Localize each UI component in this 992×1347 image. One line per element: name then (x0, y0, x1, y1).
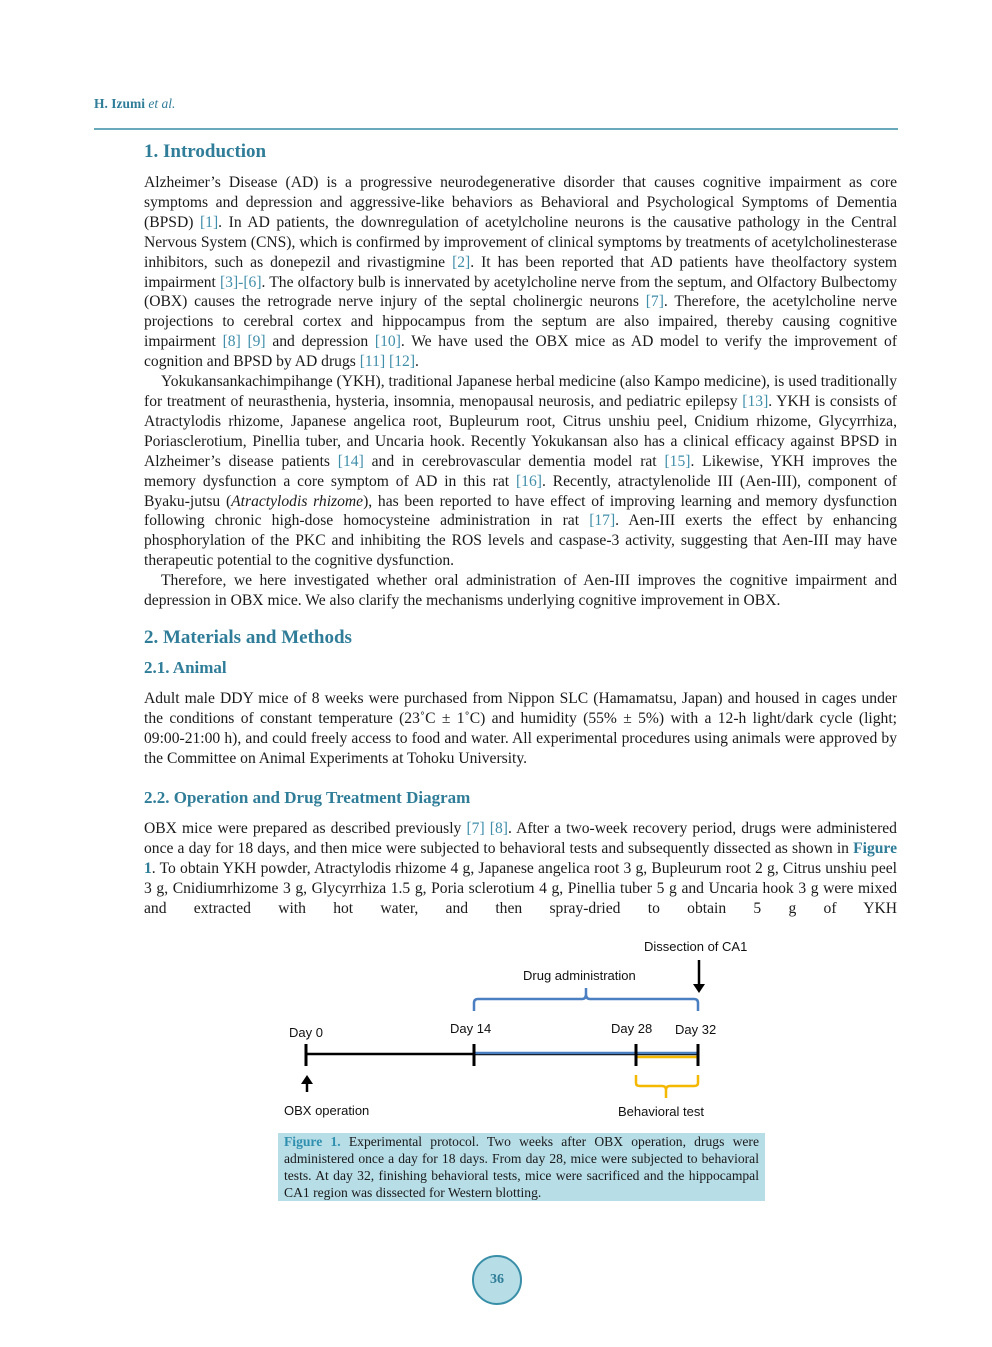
italic-text: Atractylodis rhizome (231, 492, 364, 510)
drug-bracket (474, 988, 698, 1011)
label-dissection: Dissection of CA1 (644, 939, 748, 954)
text-run: . Therefore, the acetylcholine nerve projections to cerebral cortex and hippocampus from the septum are also impaired, thereby causing cognitive impairment (144, 293, 898, 351)
behavioral-bracket (636, 1075, 698, 1098)
citation-link[interactable]: [2] (452, 253, 471, 271)
text-run: . Aen-III exerts the effect by enhancing phosphorylation of the PKC and inhibiting the ROS levels and caspase-3 activity, suggesting that Aen-III may have therapeutic potential to the cognitive dysfunction. (144, 512, 897, 570)
author: H. Izumi (94, 96, 146, 111)
text-run: . To obtain YKH powder, Atractylodis rhizome 4 g, Japanese angelica root 3 g, Bupleurum root 2 g, Citrus unshiu peel 3 g, Cnidiumrhizome 3 g, Glycyrrhiza 1.5 g, Poria sclerotium 4 g, Pinellia tuber 5 g and Uncaria hook 3 g were mixed and extracted with hot water, and then spray-dried to obtain 5 g of YKH (144, 859, 897, 917)
label-day0: Day 0 (289, 1025, 323, 1040)
text-run: OBX mice were prepared as described previously (144, 820, 467, 837)
text-run: . YKH is consists of Atractylodis rhizome, Japanese angelica root, Bupleurum root, Citrus unshiu peel, Cnidium rhizome, Glycyrrhiza, Poriasclerotium, Pinellia tuber, and Uncaria hook. Recently Yokukansan also has a clinical efficacy against BPSD in Alzheimer’s disease patients (144, 392, 897, 470)
citation-link[interactable]: [3]-[6] (219, 273, 262, 291)
text-run: Adult male DDY mice of 8 weeks were purchased from Nippon SLC (Hamamatsu, Japan) and housed in cages under the conditions of constant temperature (23˚C ± 1˚C) and humidity (55% ± 5%) with a 12-h light/dark cycle (light; 09:00-21:00 h), and could freely access to food and water. All experimental procedures using animals were approved by the Committee on Animal Experiments at Tohoku University. (144, 690, 897, 767)
figure-label: Figure 1. (284, 1134, 341, 1149)
caption-text: Experimental protocol. Two weeks after OBX operation, drugs were administered once a day for 18 days. From day 28, mice were subjected to behavioral tests. At day 32, finishing behavioral tests, mice were sacrificed and the hippocampal CA1 region was dissected for Western blotting. (284, 1134, 759, 1200)
citation-link[interactable]: [17] (589, 512, 616, 530)
text-run: . (415, 353, 419, 371)
text-run: ), has been reported to have effect of improving learning and memory dysfunction following chronic high-dose homocysteine administration in rat (144, 492, 897, 530)
text-run: . Recently, atractylenolide III (Aen-III), component of Byaku-jutsu ( (144, 472, 897, 510)
et-al: et al. (148, 96, 176, 111)
dissection-arrow-icon (693, 984, 705, 993)
text-run: . It has been reported that AD patients have theolfactory system impairment (144, 253, 898, 291)
text-run: and depression (265, 333, 375, 351)
label-day32: Day 32 (675, 1022, 717, 1037)
label-day28: Day 28 (611, 1021, 653, 1036)
section-title-introduction: 1. Introduction (144, 141, 267, 162)
label-behavioral-test: Behavioral test (618, 1104, 704, 1119)
citation-link[interactable]: [14] (337, 452, 364, 470)
citation-link[interactable]: [7] [8] (466, 820, 508, 837)
text-run: . Likewise, YKH improves the memory dysfunction a core symptom of AD in this rat (144, 452, 897, 490)
page-number: 36 (472, 1255, 522, 1305)
citation-link[interactable]: [13] (742, 392, 769, 410)
subsection-title-animal: 2.1. Animal (144, 658, 227, 677)
text-run: Yokukansankachimpihange (YKH), traditional Japanese herbal medicine (also Kampo medicine), is used traditionally for treatment of neurasthenia, hysteria, insomnia, menopausal neurosis, and pediatric epilepsy (144, 373, 897, 410)
obx-arrow-icon (301, 1075, 313, 1084)
text-run: . The olfactory bulb is innervated by acetylcholine nerve from the septum, and Olfactory Bulbectomy (OBX) causes the retrograde nerve injury of the septal cholinergic neurons (144, 273, 897, 311)
section-title-methods: 2. Materials and Methods (144, 627, 352, 648)
text-run: . In AD patients, the downregulation of acetylcholine neurons is the causative pathology in the Central Nervous System (CNS), which is confirmed by improvement of clinical symptoms by treatments of acetylcholinesterase inhibitors, such as donepezil and rivastigmine (144, 213, 897, 271)
citation-link[interactable]: [1] (199, 213, 219, 231)
label-obx-operation: OBX operation (284, 1103, 370, 1118)
citation-link[interactable]: [16] (515, 472, 542, 490)
text-run: Therefore, we here investigated whether oral administration of Aen-III improves the cognitive impairment and depression in OBX mice. We also clarify the mechanisms underlying cognitive improvement in OBX. (144, 572, 897, 610)
text-run: . After a two-week recovery period, drugs were administered once a day for 18 days, and then mice were subjected to behavioral tests and subsequently dissected as shown in (144, 820, 897, 857)
citation-link[interactable]: [15] (664, 452, 691, 470)
text-run: and in cerebrovascular dementia model rat (363, 452, 665, 470)
citation-link[interactable]: [11] [12] (359, 353, 416, 371)
label-drug-administration: Drug administration (523, 968, 636, 983)
figure-link[interactable]: Figure 1 (144, 839, 897, 877)
citation-link[interactable]: [8] [9] (222, 333, 266, 351)
citation-link[interactable]: [10] (374, 333, 401, 351)
label-day14: Day 14 (450, 1021, 492, 1036)
text-run: . We have used the OBX mice as AD model to verify the improvement of cognition and BPSD by AD drugs (144, 333, 898, 371)
citation-link[interactable]: [7] (645, 293, 664, 311)
figure-caption (278, 1133, 765, 1201)
text-run: Alzheimer’s Disease (AD) is a progressive neurodegenerative disorder that causes cognitive impairment as core symptoms and depression and aggressive-like behaviors as Behavioral and Psychological Symptoms of Dementia (BPSD) (144, 174, 897, 231)
subsection-title-operation: 2.2. Operation and Drug Treatment Diagram (144, 788, 471, 807)
